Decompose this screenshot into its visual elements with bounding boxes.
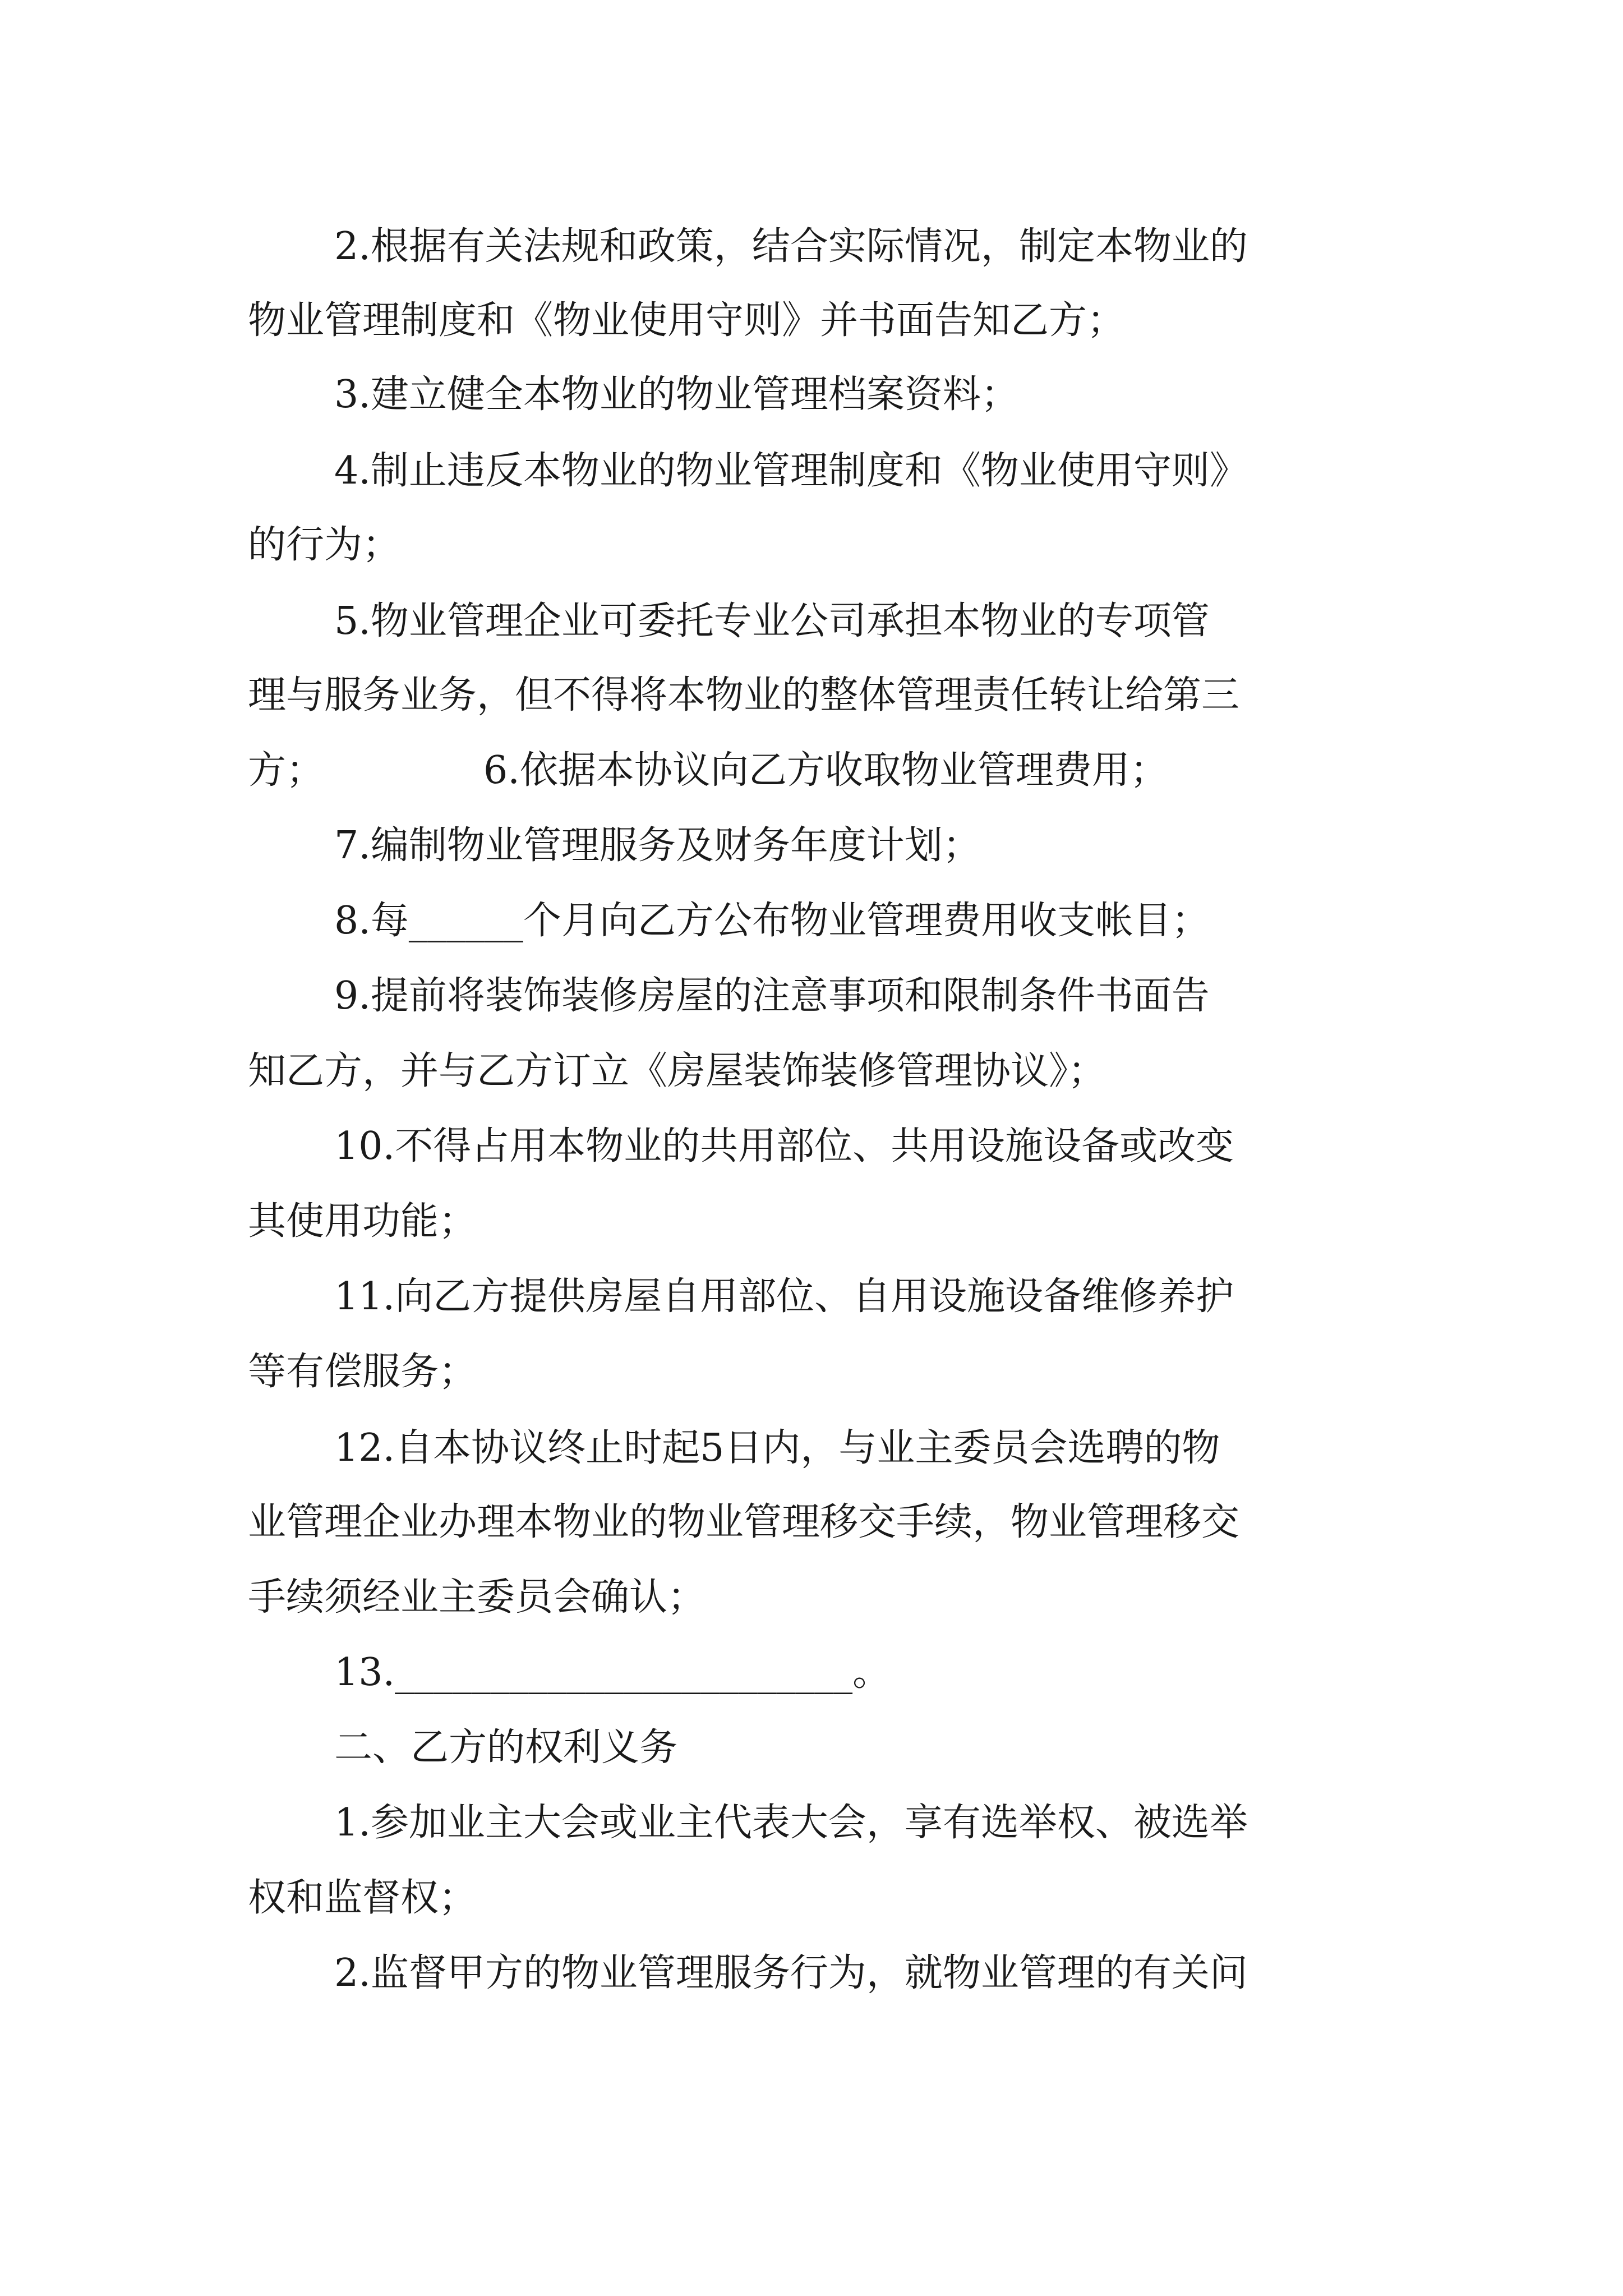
text-line bbox=[0, 808, 1623, 884]
paragraph-text: 等有偿服务； bbox=[248, 1350, 477, 1394]
text-line bbox=[0, 1484, 1623, 1561]
paragraph-text: 9.提前将装饰装修房屋的注意事项和限制条件书面告 bbox=[334, 974, 1210, 1018]
paragraph-text: 知乙方，并与乙方订立《房屋装饰装修管理协议》； bbox=[248, 1049, 1106, 1093]
text-line bbox=[0, 1635, 1623, 1711]
paragraph-text: 4.制止违反本物业的物业管理制度和《物业使用守则》 bbox=[334, 449, 1248, 493]
text-line bbox=[0, 1860, 1623, 1936]
text-line bbox=[0, 657, 1623, 734]
text-line bbox=[0, 209, 1623, 285]
text-line bbox=[0, 1334, 1623, 1410]
text-line bbox=[0, 283, 1623, 359]
text-line bbox=[0, 1184, 1623, 1260]
paragraph-text: 物业管理制度和《物业使用守则》并书面告知乙方； bbox=[248, 298, 1126, 343]
paragraph-text: 11.向乙方提供房屋自用部位、自用设施设备维修养护 bbox=[334, 1274, 1234, 1319]
paragraph-text: 5.物业管理企业可委托专业公司承担本物业的专项管 bbox=[334, 599, 1210, 643]
text-line bbox=[0, 1935, 1623, 2012]
paragraph-text: 理与服务业务，但不得将本物业的整体管理责任转让给第三 bbox=[248, 673, 1240, 717]
text-line bbox=[0, 357, 1623, 433]
paragraph-text: 业管理企业办理本物业的物业管理移交手续，物业管理移交 bbox=[248, 1500, 1240, 1544]
text-line bbox=[0, 507, 1623, 583]
text-line bbox=[0, 1785, 1623, 1861]
paragraph-text: 手续须经业主委员会确认； bbox=[248, 1575, 706, 1619]
section-heading: 二、乙方的权利义务 bbox=[334, 1726, 678, 1770]
paragraph-text: 的行为； bbox=[248, 523, 401, 567]
paragraph-text: 12.自本协议终止时起5日内，与业主委员会选聘的物 bbox=[334, 1426, 1220, 1470]
text-line bbox=[0, 1259, 1623, 1335]
text-line bbox=[0, 1559, 1623, 1636]
paragraph-text: 6.依据本协议向乙方收取物业管理费用； bbox=[483, 748, 1168, 793]
text-line bbox=[0, 1033, 1623, 1110]
paragraph-text: 其使用功能； bbox=[248, 1199, 477, 1244]
text-line bbox=[0, 733, 1623, 809]
text-line bbox=[0, 1710, 1623, 1786]
paragraph-text: 1.参加业主大会或业主代表大会，享有选举权、被选举 bbox=[334, 1801, 1248, 1845]
paragraph-text: 3.建立健全本物业的物业管理档案资料； bbox=[334, 372, 1019, 417]
paragraph-text: 2.根据有关法规和政策，结合实际情况，制定本物业的 bbox=[334, 224, 1248, 269]
text-line bbox=[0, 583, 1623, 660]
paragraph-text: 2.监督甲方的物业管理服务行为，就物业管理的有关问 bbox=[334, 1951, 1248, 1995]
paragraph-text: 方； bbox=[248, 748, 325, 793]
text-line bbox=[0, 433, 1623, 509]
paragraph-text: 7.编制物业管理服务及财务年度计划； bbox=[334, 823, 981, 868]
text-line bbox=[0, 958, 1623, 1034]
paragraph-text: 13.________________________。 bbox=[334, 1650, 891, 1695]
paragraph-text: 10.不得占用本物业的共用部位、共用设施设备或改变 bbox=[334, 1124, 1234, 1168]
paragraph-text: 8.每______个月向乙方公布物业管理费用收支帐目； bbox=[334, 899, 1210, 943]
paragraph-text: 权和监督权； bbox=[248, 1876, 477, 1920]
text-line bbox=[0, 883, 1623, 959]
text-line bbox=[0, 1410, 1623, 1487]
text-line bbox=[0, 1108, 1623, 1185]
